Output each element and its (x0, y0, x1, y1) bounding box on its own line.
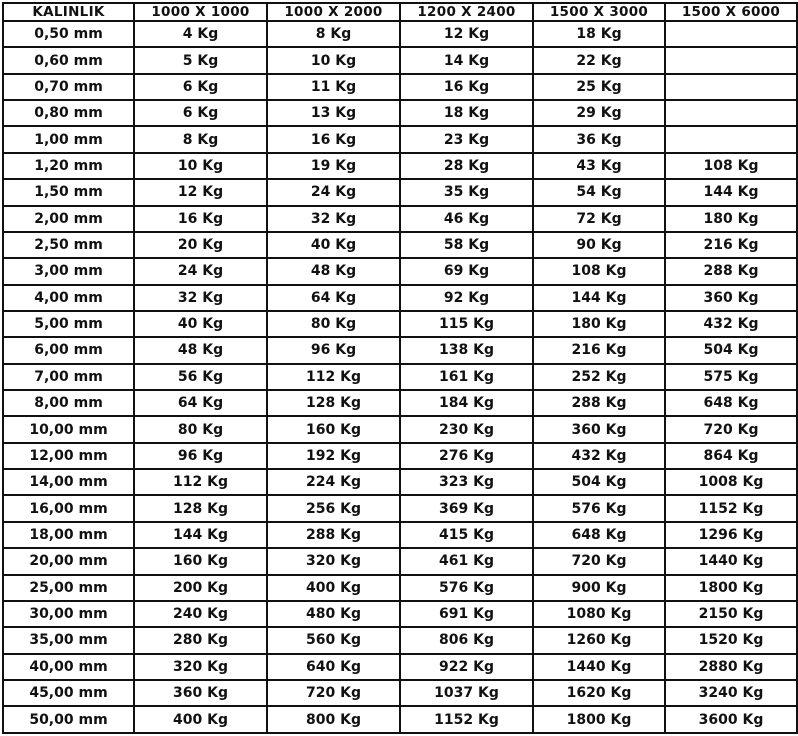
weight-cell-1000x1000: 56 Kg (134, 364, 267, 390)
weight-cell-1000x1000: 280 Kg (134, 627, 267, 653)
table-row (3, 364, 797, 390)
table-row (3, 706, 797, 733)
weight-cell-1000x2000: 720 Kg (267, 680, 400, 706)
weight-cell-1000x1000: 64 Kg (134, 390, 267, 416)
thickness-cell: 4,00 mm (3, 285, 134, 311)
table-row (3, 126, 797, 152)
weight-cell-1500x6000: 3600 Kg (665, 706, 797, 733)
weight-cell-1500x3000: 36 Kg (533, 126, 665, 152)
weight-cell-1000x1000: 96 Kg (134, 443, 267, 469)
header-size-1500x3000: 1500 X 3000 (533, 3, 665, 21)
table-row (3, 337, 797, 363)
weight-cell-1200x2400: 46 Kg (400, 206, 533, 232)
weight-cell-1200x2400: 28 Kg (400, 153, 533, 179)
table-row (3, 74, 797, 100)
weight-cell-1000x2000: 19 Kg (267, 153, 400, 179)
weight-cell-1500x3000: 1440 Kg (533, 654, 665, 680)
weight-cell-1500x6000: 1800 Kg (665, 575, 797, 601)
weight-cell-1500x6000: 2880 Kg (665, 654, 797, 680)
weight-cell-1000x2000: 288 Kg (267, 522, 400, 548)
weight-cell-1200x2400: 461 Kg (400, 548, 533, 574)
thickness-cell: 16,00 mm (3, 495, 134, 521)
weight-cell-1000x2000: 80 Kg (267, 311, 400, 337)
thickness-cell: 0,60 mm (3, 47, 134, 73)
thickness-cell: 25,00 mm (3, 575, 134, 601)
weight-cell-1500x6000: 504 Kg (665, 337, 797, 363)
weight-cell-1000x2000: 560 Kg (267, 627, 400, 653)
weight-cell-1000x2000: 24 Kg (267, 179, 400, 205)
weight-cell-1500x3000: 1260 Kg (533, 627, 665, 653)
weight-cell-1500x3000: 180 Kg (533, 311, 665, 337)
weight-cell-1000x2000: 32 Kg (267, 206, 400, 232)
weight-cell-1000x2000: 64 Kg (267, 285, 400, 311)
weight-cell-1000x1000: 6 Kg (134, 100, 267, 126)
thickness-cell: 5,00 mm (3, 311, 134, 337)
thickness-cell: 14,00 mm (3, 469, 134, 495)
thickness-cell: 8,00 mm (3, 390, 134, 416)
weight-cell-1500x3000: 54 Kg (533, 179, 665, 205)
thickness-cell: 50,00 mm (3, 706, 134, 733)
table-row (3, 575, 797, 601)
table-row (3, 311, 797, 337)
weight-cell-1200x2400: 323 Kg (400, 469, 533, 495)
weight-cell-1500x6000 (665, 47, 797, 73)
weight-cell-1500x3000: 252 Kg (533, 364, 665, 390)
weight-cell-1500x3000: 72 Kg (533, 206, 665, 232)
thickness-cell: 20,00 mm (3, 548, 134, 574)
weight-cell-1500x3000: 1620 Kg (533, 680, 665, 706)
thickness-cell: 3,00 mm (3, 258, 134, 284)
table-row (3, 285, 797, 311)
table-row (3, 627, 797, 653)
weight-cell-1000x1000: 12 Kg (134, 179, 267, 205)
thickness-cell: 1,50 mm (3, 179, 134, 205)
thickness-cell: 30,00 mm (3, 601, 134, 627)
weight-cell-1000x1000: 8 Kg (134, 126, 267, 152)
thickness-cell: 45,00 mm (3, 680, 134, 706)
weight-cell-1000x1000: 240 Kg (134, 601, 267, 627)
weight-cell-1200x2400: 1037 Kg (400, 680, 533, 706)
weight-cell-1500x3000: 144 Kg (533, 285, 665, 311)
thickness-cell: 1,20 mm (3, 153, 134, 179)
weight-cell-1500x3000: 43 Kg (533, 153, 665, 179)
thickness-cell: 10,00 mm (3, 416, 134, 442)
thickness-cell: 0,80 mm (3, 100, 134, 126)
weight-cell-1200x2400: 14 Kg (400, 47, 533, 73)
weight-cell-1200x2400: 922 Kg (400, 654, 533, 680)
weight-cell-1500x3000: 216 Kg (533, 337, 665, 363)
weight-cell-1500x6000: 575 Kg (665, 364, 797, 390)
header-size-1200x2400: 1200 X 2400 (400, 3, 533, 21)
weight-cell-1200x2400: 69 Kg (400, 258, 533, 284)
weight-cell-1000x1000: 32 Kg (134, 285, 267, 311)
weight-cell-1500x6000: 2150 Kg (665, 601, 797, 627)
weight-cell-1500x6000 (665, 21, 797, 47)
weight-cell-1500x6000: 432 Kg (665, 311, 797, 337)
weight-cell-1500x6000: 1152 Kg (665, 495, 797, 521)
weight-cell-1500x3000: 108 Kg (533, 258, 665, 284)
weight-cell-1000x2000: 192 Kg (267, 443, 400, 469)
weight-cell-1500x6000: 360 Kg (665, 285, 797, 311)
weight-cell-1200x2400: 18 Kg (400, 100, 533, 126)
weight-cell-1500x6000: 180 Kg (665, 206, 797, 232)
weight-cell-1500x6000: 144 Kg (665, 179, 797, 205)
thickness-cell: 12,00 mm (3, 443, 134, 469)
weight-cell-1500x3000: 90 Kg (533, 232, 665, 258)
table-row (3, 258, 797, 284)
weight-cell-1200x2400: 276 Kg (400, 443, 533, 469)
weight-cell-1500x3000: 22 Kg (533, 47, 665, 73)
weight-cell-1000x1000: 360 Kg (134, 680, 267, 706)
weight-cell-1000x1000: 16 Kg (134, 206, 267, 232)
thickness-cell: 0,70 mm (3, 74, 134, 100)
table-row (3, 232, 797, 258)
weight-cell-1500x6000: 648 Kg (665, 390, 797, 416)
weight-cell-1000x1000: 80 Kg (134, 416, 267, 442)
thickness-cell: 6,00 mm (3, 337, 134, 363)
weight-cell-1000x2000: 48 Kg (267, 258, 400, 284)
weight-cell-1200x2400: 691 Kg (400, 601, 533, 627)
weight-cell-1500x3000: 1800 Kg (533, 706, 665, 733)
weight-cell-1500x6000: 1520 Kg (665, 627, 797, 653)
weight-cell-1000x2000: 128 Kg (267, 390, 400, 416)
table-row (3, 206, 797, 232)
weight-cell-1500x6000 (665, 100, 797, 126)
weight-cell-1500x6000: 3240 Kg (665, 680, 797, 706)
weight-cell-1000x1000: 200 Kg (134, 575, 267, 601)
weight-cell-1500x6000 (665, 126, 797, 152)
thickness-cell: 7,00 mm (3, 364, 134, 390)
table-row (3, 416, 797, 442)
weight-cell-1000x2000: 160 Kg (267, 416, 400, 442)
weight-cell-1200x2400: 12 Kg (400, 21, 533, 47)
weight-cell-1000x2000: 40 Kg (267, 232, 400, 258)
weight-cell-1000x2000: 96 Kg (267, 337, 400, 363)
weight-cell-1500x6000: 1008 Kg (665, 469, 797, 495)
weight-cell-1500x6000 (665, 74, 797, 100)
weight-cell-1500x3000: 360 Kg (533, 416, 665, 442)
table-row (3, 390, 797, 416)
weight-cell-1200x2400: 806 Kg (400, 627, 533, 653)
weight-cell-1000x2000: 16 Kg (267, 126, 400, 152)
table-row (3, 680, 797, 706)
weight-cell-1000x1000: 40 Kg (134, 311, 267, 337)
table-row (3, 47, 797, 73)
weight-cell-1000x2000: 10 Kg (267, 47, 400, 73)
weight-cell-1500x3000: 720 Kg (533, 548, 665, 574)
weight-cell-1500x3000: 25 Kg (533, 74, 665, 100)
sheet-weight-table (2, 2, 798, 734)
weight-cell-1200x2400: 23 Kg (400, 126, 533, 152)
weight-cell-1000x1000: 10 Kg (134, 153, 267, 179)
weight-cell-1000x2000: 11 Kg (267, 74, 400, 100)
weight-cell-1200x2400: 35 Kg (400, 179, 533, 205)
weight-cell-1500x3000: 576 Kg (533, 495, 665, 521)
thickness-cell: 2,50 mm (3, 232, 134, 258)
header-size-1000x1000: 1000 X 1000 (134, 3, 267, 21)
weight-cell-1500x6000: 864 Kg (665, 443, 797, 469)
weight-cell-1000x1000: 48 Kg (134, 337, 267, 363)
weight-cell-1500x3000: 288 Kg (533, 390, 665, 416)
weight-cell-1200x2400: 184 Kg (400, 390, 533, 416)
thickness-cell: 35,00 mm (3, 627, 134, 653)
weight-cell-1500x6000: 288 Kg (665, 258, 797, 284)
weight-cell-1200x2400: 369 Kg (400, 495, 533, 521)
table-row (3, 443, 797, 469)
weight-cell-1000x2000: 800 Kg (267, 706, 400, 733)
weight-cell-1200x2400: 115 Kg (400, 311, 533, 337)
weight-cell-1500x3000: 432 Kg (533, 443, 665, 469)
weight-cell-1200x2400: 1152 Kg (400, 706, 533, 733)
weight-cell-1500x3000: 29 Kg (533, 100, 665, 126)
weight-cell-1200x2400: 16 Kg (400, 74, 533, 100)
table-row (3, 469, 797, 495)
header-size-1500x6000: 1500 X 6000 (665, 3, 797, 21)
weight-cell-1200x2400: 230 Kg (400, 416, 533, 442)
weight-cell-1000x2000: 320 Kg (267, 548, 400, 574)
table-row (3, 522, 797, 548)
table-row (3, 100, 797, 126)
weight-cell-1200x2400: 58 Kg (400, 232, 533, 258)
header-size-1000x2000: 1000 X 2000 (267, 3, 400, 21)
weight-cell-1000x1000: 400 Kg (134, 706, 267, 733)
weight-cell-1500x6000: 720 Kg (665, 416, 797, 442)
weight-cell-1500x3000: 18 Kg (533, 21, 665, 47)
weight-cell-1000x2000: 640 Kg (267, 654, 400, 680)
weight-cell-1000x2000: 256 Kg (267, 495, 400, 521)
weight-cell-1500x3000: 504 Kg (533, 469, 665, 495)
header-thickness: KALINLIK (3, 3, 134, 21)
table-row (3, 21, 797, 47)
table-row (3, 654, 797, 680)
weight-cell-1500x3000: 900 Kg (533, 575, 665, 601)
weight-cell-1000x2000: 8 Kg (267, 21, 400, 47)
weight-cell-1000x1000: 20 Kg (134, 232, 267, 258)
weight-cell-1500x6000: 108 Kg (665, 153, 797, 179)
weight-cell-1000x2000: 480 Kg (267, 601, 400, 627)
table-row (3, 179, 797, 205)
thickness-cell: 40,00 mm (3, 654, 134, 680)
weight-cell-1000x1000: 6 Kg (134, 74, 267, 100)
thickness-cell: 1,00 mm (3, 126, 134, 152)
weight-cell-1500x6000: 216 Kg (665, 232, 797, 258)
weight-cell-1500x6000: 1440 Kg (665, 548, 797, 574)
weight-cell-1200x2400: 138 Kg (400, 337, 533, 363)
weight-cell-1000x2000: 112 Kg (267, 364, 400, 390)
table-row (3, 601, 797, 627)
weight-cell-1000x2000: 400 Kg (267, 575, 400, 601)
weight-cell-1000x2000: 13 Kg (267, 100, 400, 126)
table-row (3, 495, 797, 521)
thickness-cell: 0,50 mm (3, 21, 134, 47)
weight-cell-1000x1000: 24 Kg (134, 258, 267, 284)
weight-cell-1200x2400: 161 Kg (400, 364, 533, 390)
weight-cell-1000x1000: 5 Kg (134, 47, 267, 73)
weight-cell-1000x2000: 224 Kg (267, 469, 400, 495)
weight-cell-1500x3000: 1080 Kg (533, 601, 665, 627)
table-body (3, 21, 797, 733)
weight-cell-1000x1000: 128 Kg (134, 495, 267, 521)
weight-cell-1000x1000: 144 Kg (134, 522, 267, 548)
weight-cell-1500x3000: 648 Kg (533, 522, 665, 548)
weight-cell-1200x2400: 576 Kg (400, 575, 533, 601)
weight-cell-1000x1000: 112 Kg (134, 469, 267, 495)
weight-cell-1000x1000: 320 Kg (134, 654, 267, 680)
weight-cell-1000x1000: 4 Kg (134, 21, 267, 47)
table-row (3, 548, 797, 574)
table-header-row (3, 3, 797, 21)
weight-cell-1200x2400: 415 Kg (400, 522, 533, 548)
weight-cell-1000x1000: 160 Kg (134, 548, 267, 574)
thickness-cell: 2,00 mm (3, 206, 134, 232)
table-row (3, 153, 797, 179)
weight-cell-1200x2400: 92 Kg (400, 285, 533, 311)
thickness-cell: 18,00 mm (3, 522, 134, 548)
weight-cell-1500x6000: 1296 Kg (665, 522, 797, 548)
